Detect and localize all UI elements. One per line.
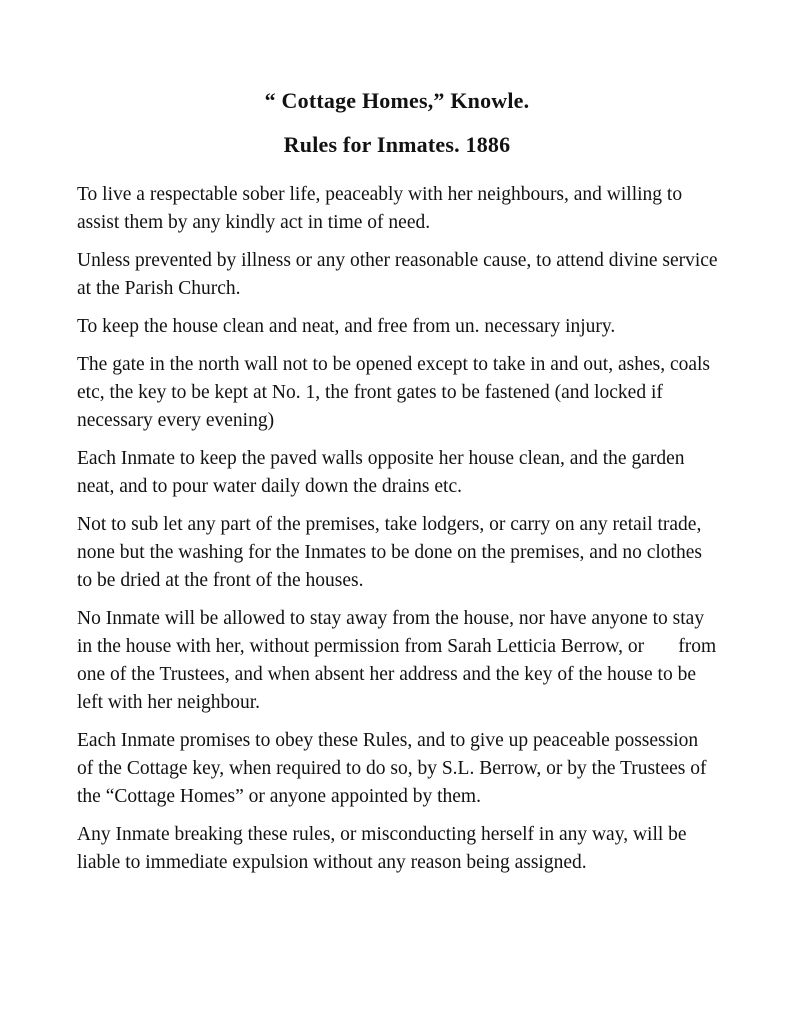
rule-paragraph: Not to sub let any part of the premises, take lodgers, or carry on any retail trade, none but the washing for the Inmates to be done on the premises, and no clothes to be dried at the front of the houses.: [77, 514, 707, 591]
document-body: [77, 181, 723, 877]
rule-paragraph: To live a respectable sober life, peaceably with her neighbours, and willing to assist them by any kindly act in time of need.: [77, 184, 687, 233]
rule-paragraph: Each Inmate to keep the paved walls opposite her house clean, and the garden neat, and to pour water daily down the drains etc.: [77, 448, 690, 497]
document-subtitle: Rules for Inmates. 1886: [283, 132, 511, 157]
rule-paragraph: The gate in the north wall not to be opened except to take in and out, ashes, coals etc, the key to be kept at No. 1, the front gates to be fastened (and locked if necessary every evening): [77, 354, 715, 431]
document-title: “ Cottage Homes,” Knowle.: [264, 88, 530, 113]
rule-paragraph: No Inmate will be allowed to stay away from the house, nor have anyone to stay in the house with her, without permission from Sarah Letticia Berrow, or from one of the Trustees, and when absent her address and the key of the house to be left with her neighbour.: [77, 608, 722, 713]
rule-paragraph: Any Inmate breaking these rules, or misconducting herself in any way, will be liable to immediate expulsion without any reason being assigned.: [77, 824, 692, 873]
rule-paragraph: To keep the house clean and neat, and free from un. necessary injury.: [77, 316, 616, 337]
rule-paragraph: Each Inmate promises to obey these Rules, and to give up peaceable possession of the Cottage key, when required to do so, by S.L. Berrow, or by the Trustees of the “Cottage Homes” or anyone appointed by them.: [77, 730, 712, 807]
rule-paragraph: Unless prevented by illness or any other reasonable cause, to attend divine service at the Parish Church.: [77, 250, 723, 299]
